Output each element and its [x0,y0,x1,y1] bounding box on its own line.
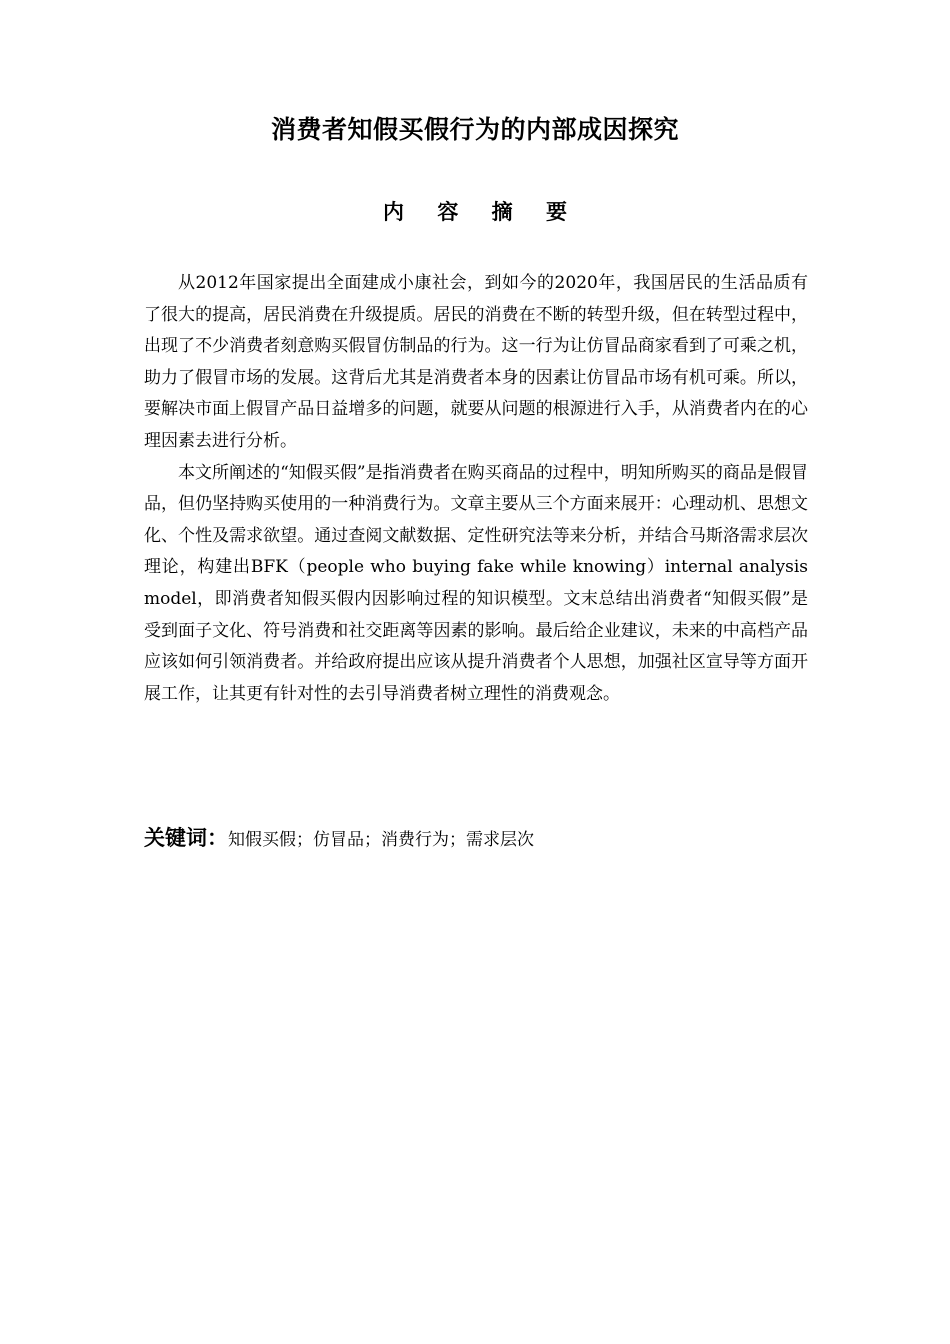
abstract-paragraph: 本文所阐述的“知假买假”是指消费者在购买商品的过程中，明知所购买的商品是假冒品，但仍坚持购买使用的一种消费行为。文章主要从三个方面来展开：心理动机、思想文化、个性及需求欲望。通过查阅文献数据、定性研究法等来分析，并结合马斯洛需求层次理论，构建出BFK（people who buying fake while knowing）internal analysis model，即消费者知假买假内因影响过程的知识模型。文末总结出消费者“知假买假”是受到面子文化、符号消费和社交距离等因素的影响。最后给企业建议，未来的中高档产品应该如何引领消费者。并给政府提出应该从提升消费者个人思想，加强社区宣导等方面开展工作，让其更有针对性的去引导消费者树立理性的消费观念。 [144,462,808,704]
keywords-label: 关键词： [144,826,228,850]
abstract-heading: 内 容 摘 要 [383,200,580,224]
keywords-values: 知假买假；仿冒品；消费行为；需求层次 [228,830,534,850]
abstract-body [144,268,808,710]
page-title: 消费者知假买假行为的内部成因探究 [270,115,679,144]
abstract-paragraph: 从2012年国家提出全面建成小康社会，到如今的2020年，我国居民的生活品质有了很大的提高，居民消费在升级提质。居民的消费在不断的转型升级，但在转型过程中，出现了不少消费者刻意购买假冒仿制品的行为。这一行为让仿冒品商家看到了可乘之机，助力了假冒市场的发展。这背后尤其是消费者本身的因素让仿冒品市场有机可乘。所以，要解决市面上假冒产品日益增多的问题，就要从问题的根源进行入手，从消费者内在的心理因素去进行分析。 [144,273,808,451]
keywords-line [144,822,808,857]
